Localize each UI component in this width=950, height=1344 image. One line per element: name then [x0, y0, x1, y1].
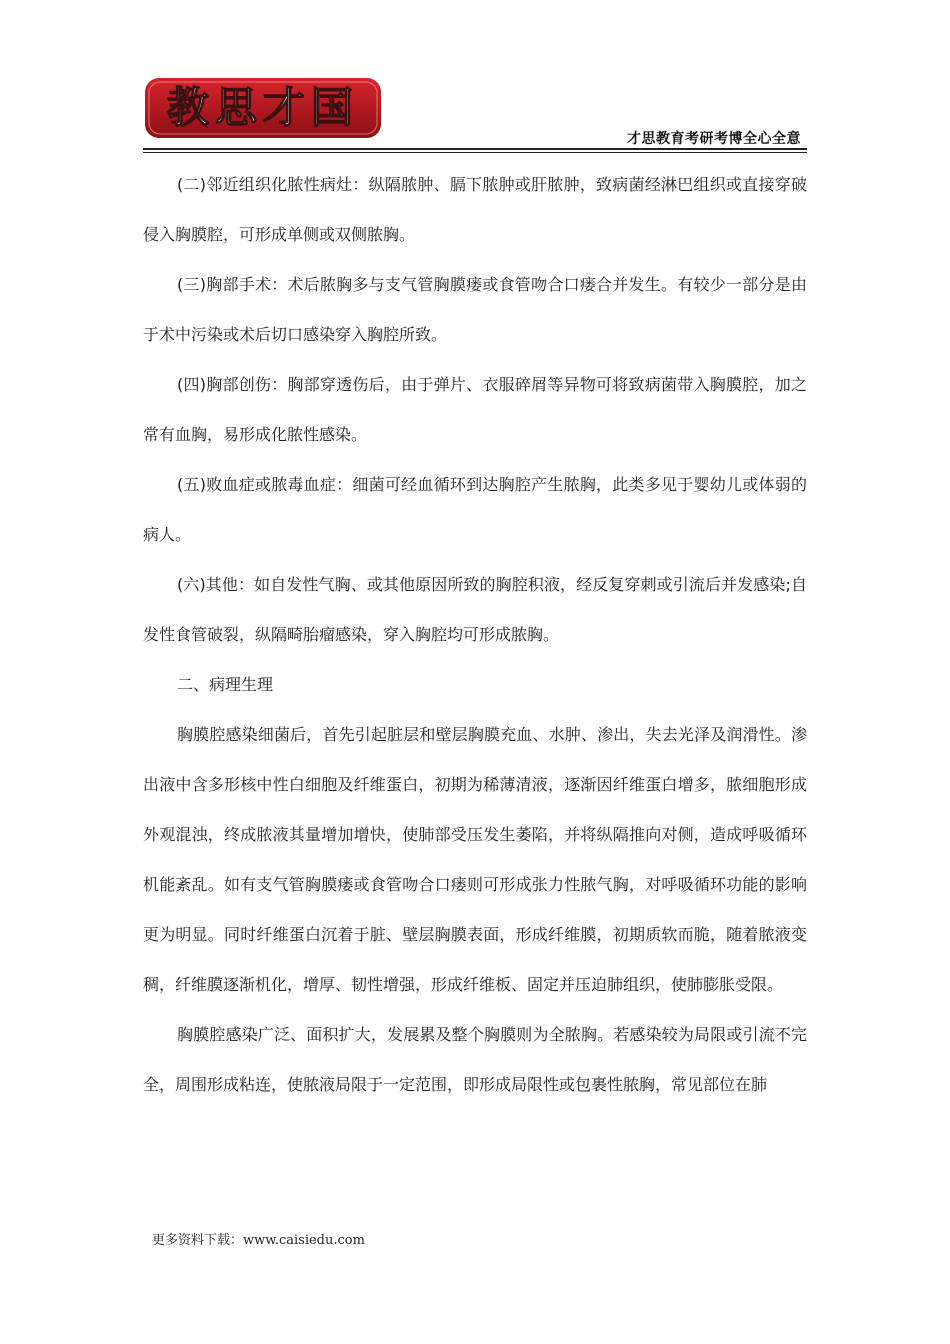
logo-text: 教思才国: [166, 83, 360, 132]
header-tagline: 才思教育考研考博全心全意: [627, 131, 801, 147]
header-rule-thin: [143, 152, 807, 153]
paragraph-other-causes: (六)其他：如自发性气胸、或其他原因所致的胸腔积液，经反复穿刺或引流后并发感染;自发性食管破裂，纵隔畸胎瘤感染，穿入胸腔均可形成脓胸。: [143, 575, 807, 644]
paragraph-chest-trauma: (四)胸部创伤：胸部穿透伤后，由于弹片、衣服碎屑等异物可将致病菌带入胸膜腔，加之常有血胸，易形成化脓性感染。: [143, 375, 807, 444]
section-heading-pathophysiology: 二、病理生理: [177, 675, 274, 694]
document-body: [143, 160, 807, 1110]
footer-download-link[interactable]: 更多资料下载：www.caisiedu.com: [152, 1233, 365, 1248]
paragraph-adjacent-infection: (二)邻近组织化脓性病灶：纵隔脓肿、膈下脓肿或肝脓肿，致病菌经淋巴组织或直接穿破侵入胸膜腔，可形成单侧或双侧脓胸。: [143, 175, 807, 244]
paragraph-empyema-extent: 胸膜腔感染广泛、面积扩大，发展累及整个胸膜则为全脓胸。若感染较为局限或引流不完全，周围形成粘连，使脓液局限于一定范围，即形成局限性或包裹性脓胸，常见部位在肺: [143, 1025, 807, 1094]
header-rule-thick: [143, 148, 807, 150]
page-header: [143, 70, 807, 154]
logo: [143, 70, 383, 140]
paragraph-sepsis: (五)败血症或脓毒血症：细菌可经血循环到达胸腔产生脓胸，此类多见于婴幼儿或体弱的病人。: [143, 475, 807, 544]
paragraph-pathophysiology: 胸膜腔感染细菌后，首先引起脏层和壁层胸膜充血、水肿、渗出，失去光泽及润滑性。渗出液中含多形核中性白细胞及纤维蛋白，初期为稀薄清液，逐渐因纤维蛋白增多，脓细胞形成外观混浊，终成脓液其量增加增快，使肺部受压发生萎陷，并将纵隔推向对侧，造成呼吸循环机能紊乱。如有支气管胸膜瘘或食管吻合口瘘则可形成张力性脓气胸，对呼吸循环功能的影响更为明显。同时纤维蛋白沉着于脏、壁层胸膜表面，形成纤维膜，初期质软而脆，随着脓液变稠，纤维膜逐渐机化，增厚、韧性增强，形成纤维板、固定并压迫肺组织，使肺膨胀受限。: [143, 725, 807, 994]
paragraph-chest-surgery: (三)胸部手术：术后脓胸多与支气管胸膜瘘或食管吻合口瘘合并发生。有较少一部分是由于术中污染或术后切口感染穿入胸腔所致。: [143, 275, 807, 344]
